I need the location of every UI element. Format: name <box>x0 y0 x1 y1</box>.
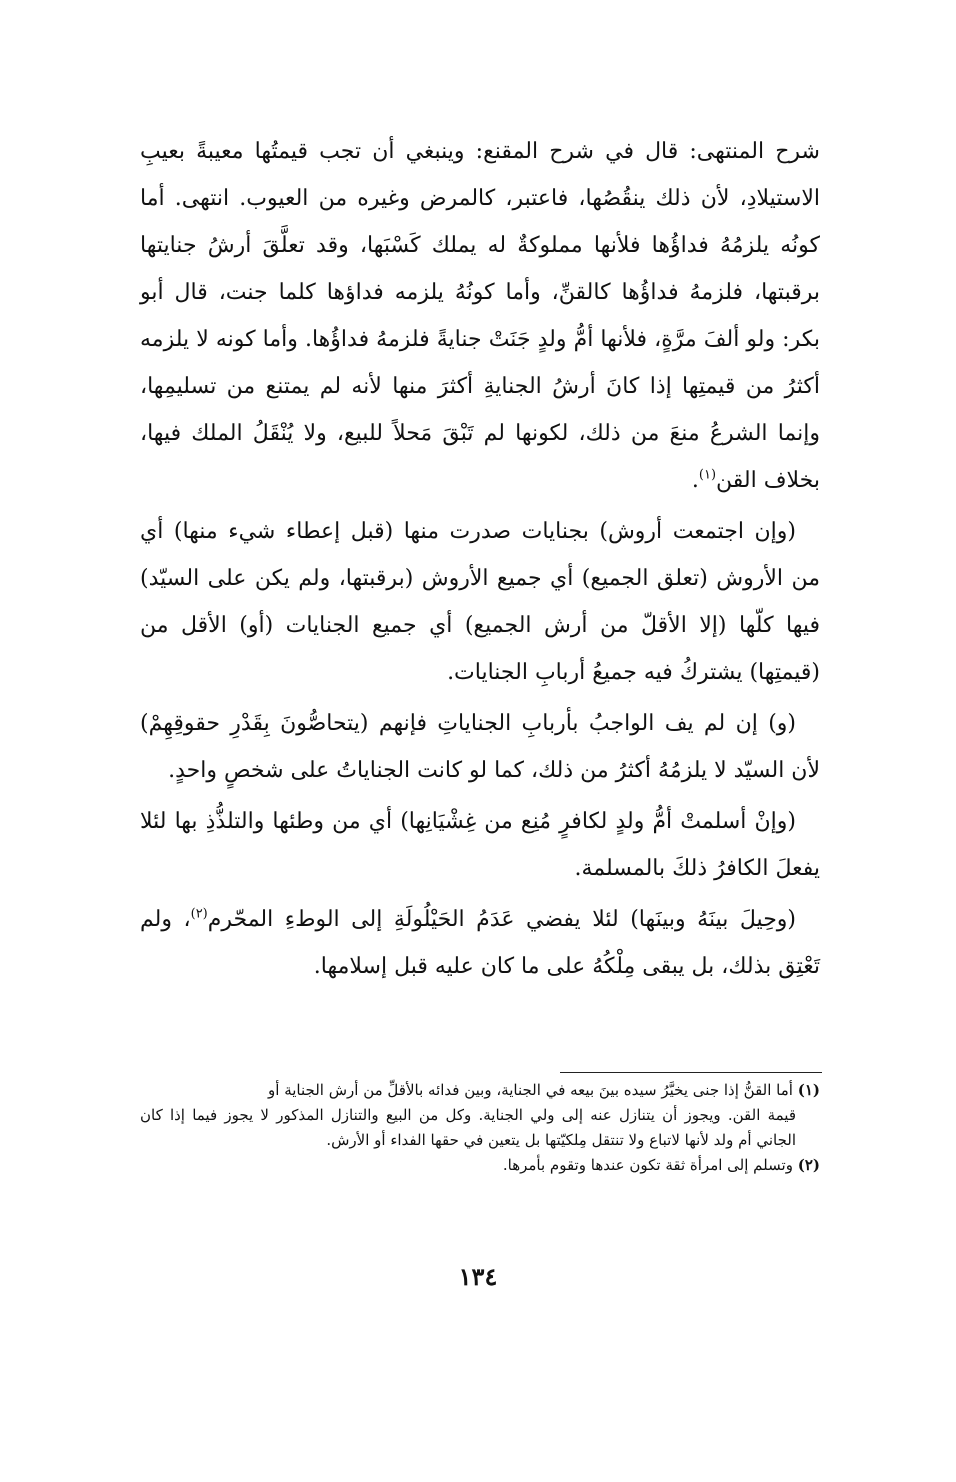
footnote-1 <box>140 1078 820 1103</box>
footnote-2-text: وتسلم إلى امرأة ثقة تكون عندها وتقوم بأمرها. <box>502 1156 793 1174</box>
footnote-1-text: أما القنُّ إذا جنى يخيَّرُ سيده بينَ بيعه في الجناية، وبين فدائه بالأقلِّ من أرش الجناية أو <box>268 1081 793 1099</box>
main-text <box>140 128 820 990</box>
footnotes <box>140 1078 820 1178</box>
paragraph-5: (وحِيلَ بينَهُ وبينَها) لئلا يفضي عَدَمُ الحَيْلُولَةِ إلى الوطءِ المحّرم$^{(٢)}$، ولم تَعْتِق بذلك، بل يبقى مِلْكُهُ على ما كان عليه قبل إسلامها. <box>140 906 820 979</box>
paragraph-2: (وإن اجتمعت أروش) بجنايات صدرت منها (قبل إعطاء شيء منها) أي من الأروش (تعلق الجميع) أي جميع الأروش (برقبتها، ولم يكن على السيّد) فيها كلّها (إلا الأقلّ من أرش الجميع) أي جميع الجنايات (أو) الأقل من (قيمتِها) يشتركُ فيه جميعُ أربابِ الجنايات. <box>140 519 820 685</box>
paragraph-1: شرح المنتهى: قال في شرح المقنع: وينبغي أن تجب قيمتُها معيبةً بعيبِ الاستيلادِ، لأن ذلك ينقُصُها، فاعتبر، كالمرض وغيره من العيوب. انتهى. أما كونُه يلزمُهُ فداؤُها فلأنها مملوكةٌ له يملك كَسْبَها، وقد تعلَّقَ أرشُ جنايتها برقبتها، فلزمهُ فداؤُها كالقنِّ، وأما كونُهُ يلزمه فداؤها كلما جنت، قال أبو بكر: ولو ألفَ مرَّةٍ، فلأنها أمُّ ولدٍ جَنَتْ جنايةً فلزمهُ فداؤُها. وأما كونه لا يلزمه أكثرُ من قيمتِها إذا كانَ أرشُ الجنايةِ أكثرَ منها لأنه لم يمتنع من تسليمِها، وإنما الشرعُ منعَ من ذلك، لكونها لم تَبْقَ مَحلاً للبيع، ولا يُنْقَلُ الملك فيها، بخلاف القن$^{(١)}$. <box>140 139 820 493</box>
footnote-2-number: (٢) <box>797 1156 820 1174</box>
footnote-2 <box>140 1153 820 1178</box>
paragraph-4: (وإنْ أسلمتْ أمُّ ولدٍ لكافرٍ مُنِع من غِشْيَانِها) أي من وطئها والتلذُّذِ بها لئلا يفعلَ الكافرُ ذلكَ بالمسلمة. <box>140 809 820 881</box>
page-number: ١٣٤ <box>458 1262 498 1291</box>
footnote-1-number: (١) <box>797 1081 820 1099</box>
paragraph-3: (و) إن لم يف الواجبُ بأربابِ الجناياتِ فإنهم (يتحاصُّونَ بِقَدْرِ حقوقِهِمْ) لأن السيّد لا يلزمُهُ أكثرُ من ذلك، كما لو كانت الجناياتُ على شخصٍ واحدٍ. <box>140 711 820 783</box>
footnote-1-continued: قيمة القن. ويجوز أن يتنازل عنه إلى ولي الجناية. وكل من البيع والتنازل المذكور لا يجوز فيما إذا كان الجاني أم ولد لأنها لاتباع ولا تنتقل مِلكيّتها بل يتعين في حقها الفداء أو الأرش. <box>140 1106 796 1149</box>
footnote-divider <box>560 1072 822 1073</box>
footnote-ref-1[interactable]: (١) <box>698 467 717 483</box>
footnote-ref-2[interactable]: (٢) <box>190 906 208 922</box>
